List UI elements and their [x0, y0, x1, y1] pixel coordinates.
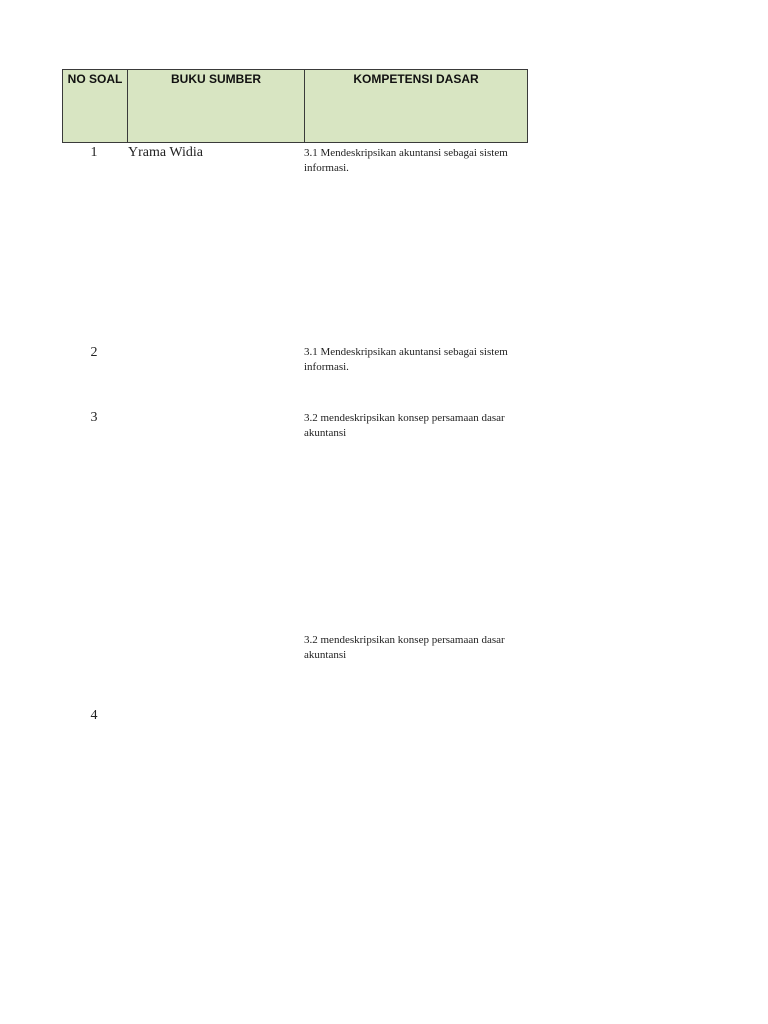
row-4-number: 4	[90, 708, 98, 723]
table-header	[62, 69, 528, 143]
row-2-number: 2	[90, 345, 98, 360]
row-1-kompetensi: 3.1 Mendeskripsikan akuntansi sebagai sistem informasi.	[304, 147, 508, 174]
header-kompetensi-dasar: KOMPETENSI DASAR	[304, 70, 527, 142]
header-no-soal: NO SOAL	[67, 72, 123, 86]
row-3b-kompetensi: 3.2 mendeskripsikan konsep persamaan dasar akuntansi	[304, 634, 505, 661]
row-3-number: 3	[90, 410, 98, 425]
header-buku-sumber: BUKU SUMBER	[127, 70, 304, 142]
row-3-kompetensi: 3.2 mendeskripsikan konsep persamaan dasar akuntansi	[304, 412, 505, 439]
row-1-number: 1	[90, 145, 98, 160]
row-2-kompetensi: 3.1 Mendeskripsikan akuntansi sebagai sistem informasi.	[304, 346, 508, 373]
row-1-source: Yrama Widia	[128, 145, 203, 160]
